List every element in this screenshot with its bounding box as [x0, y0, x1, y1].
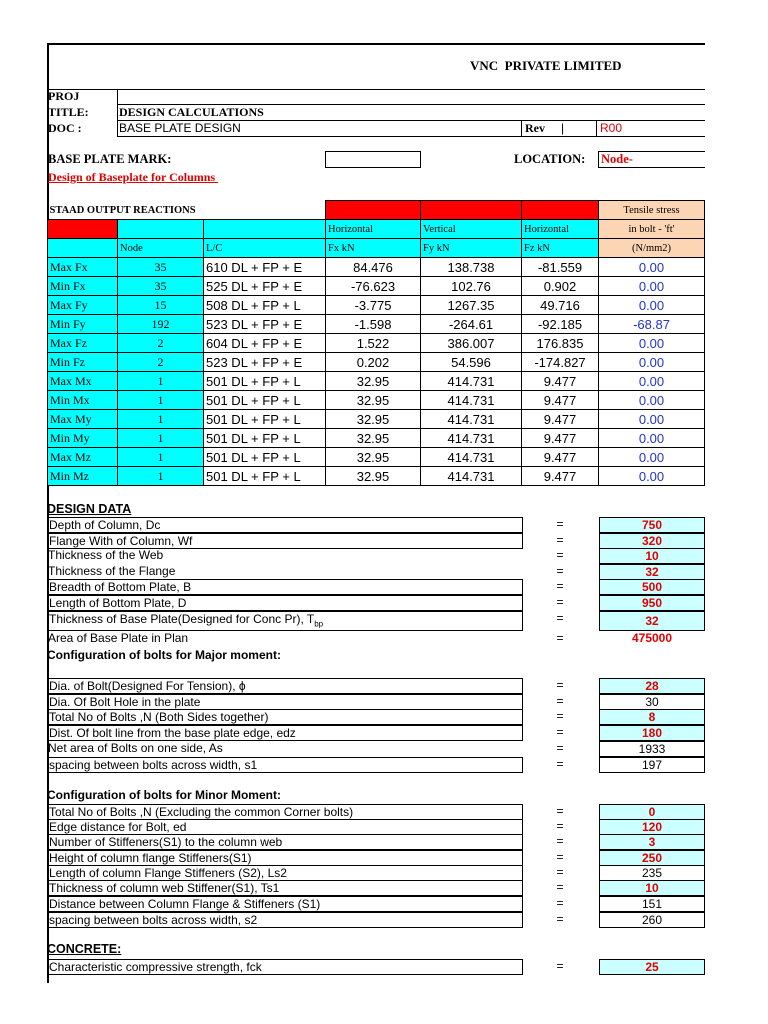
- input-value-cell[interactable]: 3: [599, 834, 705, 850]
- computed-value-cell: 235: [599, 865, 705, 881]
- node-cell: 1: [118, 372, 204, 391]
- lc-cell: 501 DL + FP + L: [204, 467, 326, 486]
- param-label-text: Thickness of column web Stiffener(S1), Ts1: [49, 881, 280, 895]
- fx-cell: -76.623: [326, 277, 421, 296]
- tensile-cell: 0.00: [599, 467, 705, 486]
- param-label-text: Net area of Bolts on one side, As: [48, 741, 223, 755]
- equals-sign: =: [556, 725, 564, 739]
- input-value-cell[interactable]: 10: [599, 880, 705, 896]
- param-label: [47, 880, 523, 896]
- param-label: [47, 819, 523, 835]
- col-horizontal-z: Horizontal: [522, 220, 599, 239]
- node-header-blank: [118, 220, 204, 239]
- row-label: Max Fy: [48, 296, 118, 315]
- lc-cell: 604 DL + FP + E: [204, 334, 326, 353]
- lc-cell: 501 DL + FP + L: [204, 410, 326, 429]
- tensile-cell: 0.00: [599, 277, 705, 296]
- tensile-cell: 0.00: [599, 448, 705, 467]
- fy-cell: 414.731: [421, 372, 522, 391]
- input-value-cell[interactable]: 180: [599, 725, 705, 741]
- tensile-cell: 0.00: [599, 372, 705, 391]
- param-label: [47, 896, 523, 912]
- tensile-header-1: Tensile stress: [599, 201, 705, 220]
- fy-cell: 138.738: [421, 258, 522, 277]
- fx-cell: 32.95: [326, 372, 421, 391]
- reaction-row: [48, 429, 705, 448]
- param-label-text: Number of Stiffeners(S1) to the column web: [49, 835, 283, 849]
- fx-cell: 32.95: [326, 429, 421, 448]
- reaction-row: [48, 391, 705, 410]
- param-label: [47, 611, 523, 631]
- equals-sign: =: [556, 709, 564, 723]
- reaction-row: [48, 448, 705, 467]
- param-label: [47, 834, 523, 850]
- equals-sign: =: [556, 595, 564, 609]
- title-label: TITLE:: [48, 105, 89, 119]
- param-label: [47, 533, 523, 549]
- location-label: LOCATION:: [514, 152, 586, 166]
- equals-sign: =: [556, 631, 564, 645]
- equals-sign: =: [556, 678, 564, 692]
- param-label: [47, 564, 523, 580]
- equals-sign: =: [556, 579, 564, 593]
- equals-sign: =: [556, 912, 564, 926]
- param-label: [47, 725, 523, 741]
- reactions-title-row: [48, 201, 705, 220]
- param-label-text: Edge distance for Bolt, ed: [49, 820, 187, 834]
- param-label: [47, 678, 523, 694]
- fz-cell: 9.477: [522, 467, 599, 486]
- input-value-cell[interactable]: 950: [599, 595, 705, 611]
- fx-cell: 84.476: [326, 258, 421, 277]
- reaction-row: [48, 334, 705, 353]
- node-cell: 35: [118, 277, 204, 296]
- param-label-text: Length of Bottom Plate, D: [49, 596, 187, 610]
- param-label-text: Dia. Of Bolt Hole in the plate: [49, 695, 201, 709]
- reaction-row: [48, 353, 705, 372]
- fx-cell: 32.95: [326, 410, 421, 429]
- equals-sign: =: [556, 611, 564, 625]
- col-horizontal-x: Horizontal: [326, 220, 421, 239]
- equals-sign: =: [556, 694, 564, 708]
- node-cell: 35: [118, 258, 204, 277]
- fz-cell: 176.835: [522, 334, 599, 353]
- row-label: Max Fx: [48, 258, 118, 277]
- param-label-text: Area of Base Plate in Plan: [48, 631, 189, 645]
- proj-label: PROJ: [48, 89, 80, 103]
- fy-cell: 414.731: [421, 448, 522, 467]
- param-label: [47, 741, 523, 757]
- equals-sign: =: [556, 741, 564, 755]
- param-label: [47, 694, 523, 710]
- param-label: [47, 912, 523, 928]
- fy-cell: 414.731: [421, 391, 522, 410]
- fz-cell: 9.477: [522, 372, 599, 391]
- reaction-row: [48, 372, 705, 391]
- node-cell: 15: [118, 296, 204, 315]
- node-cell: 1: [118, 410, 204, 429]
- param-label-text: Dist. Of bolt line from the base plate edge, edz: [49, 726, 296, 740]
- tensile-cell: 0.00: [599, 353, 705, 372]
- input-value-cell[interactable]: 320: [599, 533, 705, 549]
- node-cell: 1: [118, 391, 204, 410]
- fy-cell: 414.731: [421, 410, 522, 429]
- param-label: [47, 595, 523, 611]
- tensile-cell: -68.87: [599, 315, 705, 334]
- lc-header-blank: [204, 220, 326, 239]
- fz-cell: -81.559: [522, 258, 599, 277]
- lc-cell: 523 DL + FP + E: [204, 315, 326, 334]
- equals-sign: =: [556, 533, 564, 547]
- reactions-header-row-1: [48, 220, 705, 239]
- fz-cell: 0.902: [522, 277, 599, 296]
- fy-cell: 414.731: [421, 429, 522, 448]
- param-label-text: Dia. of Bolt(Designed For Tension), ϕ: [49, 679, 246, 693]
- input-value-cell[interactable]: 10: [599, 548, 705, 564]
- concrete-heading: CONCRETE:: [47, 942, 122, 956]
- fy-cell: 54.596: [421, 353, 522, 372]
- param-label-text: Distance between Column Flange & Stiffeners (S1): [49, 897, 321, 911]
- fz-cell: 9.477: [522, 429, 599, 448]
- node-cell: 1: [118, 467, 204, 486]
- reactions-title: STAAD OUTPUT REACTIONS: [49, 204, 196, 216]
- row-label: Max My: [48, 410, 118, 429]
- equals-sign: =: [556, 959, 564, 973]
- node-cell: 1: [118, 448, 204, 467]
- equals-sign: =: [556, 850, 564, 864]
- input-value-cell[interactable]: 250: [599, 850, 705, 866]
- tensile-header-2: in bolt - 'ft': [599, 220, 705, 239]
- reaction-row: [48, 258, 705, 277]
- equals-sign: =: [556, 880, 564, 894]
- major-moment-heading: Configuration of bolts for Major moment:: [47, 648, 281, 662]
- computed-value-cell: 197: [599, 757, 705, 773]
- fy-cell: 1267.35: [421, 296, 522, 315]
- reaction-row: [48, 315, 705, 334]
- doc-value: BASE PLATE DESIGN: [119, 121, 241, 135]
- fx-cell: 1.522: [326, 334, 421, 353]
- title-value: DESIGN CALCULATIONS: [119, 105, 264, 119]
- param-label-text: spacing between bolts across width, s1: [49, 758, 258, 772]
- computed-value-cell: 30: [599, 694, 705, 710]
- fz-cell: -174.827: [522, 353, 599, 372]
- input-value-cell[interactable]: 28: [599, 678, 705, 694]
- col-vertical: Vertical: [421, 220, 522, 239]
- tensile-cell: 0.00: [599, 429, 705, 448]
- tensile-cell: 0.00: [599, 296, 705, 315]
- computed-value-cell: 1933: [599, 741, 705, 757]
- param-label-text: Characteristic compressive strength, fck: [49, 960, 262, 974]
- param-label-text: spacing between bolts across width, s2: [49, 913, 258, 927]
- design-data-heading: DESIGN DATA: [47, 502, 132, 516]
- equals-sign: =: [556, 564, 564, 578]
- input-value-cell[interactable]: 25: [599, 959, 705, 975]
- node-cell: 1: [118, 429, 204, 448]
- computed-value-cell: 260: [599, 912, 705, 928]
- param-label: [47, 548, 523, 564]
- row-label: Min My: [48, 429, 118, 448]
- input-value-cell[interactable]: 32: [599, 611, 705, 631]
- node-cell: 192: [118, 315, 204, 334]
- input-value-cell[interactable]: 750: [599, 517, 705, 533]
- reactions-table: [47, 200, 705, 486]
- param-label-text: Total No of Bolts ,N (Excluding the common Corner bolts): [49, 805, 354, 819]
- fx-cell: 32.95: [326, 448, 421, 467]
- param-label: [47, 959, 523, 975]
- tensile-header-3: (N/mm2): [599, 239, 705, 258]
- col-node: Node: [118, 239, 204, 258]
- reaction-row: [48, 467, 705, 486]
- fz-header-red: [522, 201, 599, 220]
- rev-separator: |: [561, 121, 565, 135]
- param-label: [47, 579, 523, 595]
- lc-cell: 501 DL + FP + L: [204, 429, 326, 448]
- fy-cell: -264.61: [421, 315, 522, 334]
- tensile-cell: 0.00: [599, 258, 705, 277]
- computed-value-cell: 151: [599, 896, 705, 912]
- fx-cell: 0.202: [326, 353, 421, 372]
- fz-cell: 9.477: [522, 448, 599, 467]
- lc-cell: 508 DL + FP + L: [204, 296, 326, 315]
- param-label-text: Breadth of Bottom Plate, B: [49, 580, 192, 594]
- company-name: VNC PRIVATE LIMITED: [470, 58, 622, 73]
- fx-cell: -3.775: [326, 296, 421, 315]
- param-label-text: Total No of Bolts ,N (Both Sides together): [49, 710, 269, 724]
- lc-cell: 525 DL + FP + E: [204, 277, 326, 296]
- design-heading: Design of Baseplate for Columns: [48, 170, 219, 184]
- fz-cell: -92.185: [522, 315, 599, 334]
- top-border-line: [47, 43, 705, 45]
- base-plate-mark-label: BASE PLATE MARK:: [48, 152, 172, 166]
- doc-label: DOC :: [48, 121, 82, 135]
- param-label: [47, 850, 523, 866]
- input-value-cell[interactable]: 8: [599, 709, 705, 725]
- row-label: Max Mx: [48, 372, 118, 391]
- node-cell: 2: [118, 353, 204, 372]
- row-label: Max Mz: [48, 448, 118, 467]
- lc-cell: 501 DL + FP + L: [204, 448, 326, 467]
- param-label: [47, 709, 523, 725]
- rev-label: Rev: [525, 121, 545, 135]
- reaction-row: [48, 296, 705, 315]
- param-label: [47, 865, 523, 881]
- location-value: Node-: [601, 152, 633, 166]
- equals-sign: =: [556, 517, 564, 531]
- equals-sign: =: [556, 804, 564, 818]
- base-plate-mark-box[interactable]: [325, 151, 421, 168]
- lc-cell: 610 DL + FP + E: [204, 258, 326, 277]
- fy-header-red: [421, 201, 522, 220]
- col-lc: L/C: [204, 239, 326, 258]
- param-label: [47, 804, 523, 820]
- reaction-row: [48, 410, 705, 429]
- reactions-header-row-2: [48, 239, 705, 258]
- input-value-cell[interactable]: 475000: [631, 631, 673, 645]
- row-label: Max Fz: [48, 334, 118, 353]
- row-label: Min Mx: [48, 391, 118, 410]
- param-label-text: Thickness of Base Plate(Designed for Conc Pr), T: [49, 612, 315, 626]
- param-label-text: Flange With of Column, Wf: [49, 534, 193, 548]
- equals-sign: =: [556, 548, 564, 562]
- fx-cell: 32.95: [326, 391, 421, 410]
- tensile-cell: 0.00: [599, 410, 705, 429]
- reaction-row: [48, 277, 705, 296]
- minor-moment-heading: Configuration of bolts for Minor Moment:: [47, 788, 281, 802]
- param-label: [47, 517, 523, 533]
- header-grid: [47, 89, 705, 137]
- rev-value: R00: [600, 121, 623, 135]
- lc-cell: 501 DL + FP + L: [204, 391, 326, 410]
- equals-sign: =: [556, 865, 564, 879]
- input-value-cell[interactable]: 500: [599, 579, 705, 595]
- param-label-text: Depth of Column, Dc: [49, 518, 161, 532]
- fy-cell: 386.007: [421, 334, 522, 353]
- col-fx: Fx kN: [326, 239, 421, 258]
- param-label-text: Thickness of the Web: [48, 548, 164, 562]
- equals-sign: =: [556, 819, 564, 833]
- col-fy: Fy kN: [421, 239, 522, 258]
- param-label-text: Thickness of the Flange: [48, 564, 176, 578]
- label-header-blank: [48, 239, 118, 258]
- node-cell: 2: [118, 334, 204, 353]
- lc-cell: 501 DL + FP + L: [204, 372, 326, 391]
- input-value-cell[interactable]: 0: [599, 804, 705, 820]
- tensile-cell: 0.00: [599, 391, 705, 410]
- fy-cell: 102.76: [421, 277, 522, 296]
- tensile-cell: 0.00: [599, 334, 705, 353]
- equals-sign: =: [556, 896, 564, 910]
- fx-cell: 32.95: [326, 467, 421, 486]
- row-label: Min Fx: [48, 277, 118, 296]
- row-label: Min Fz: [48, 353, 118, 372]
- fz-cell: 49.716: [522, 296, 599, 315]
- input-value-cell[interactable]: 120: [599, 819, 705, 835]
- fz-cell: 9.477: [522, 410, 599, 429]
- fy-cell: 414.731: [421, 467, 522, 486]
- label-header-red: [48, 220, 118, 239]
- param-label-text: Length of column Flange Stiffeners (S2), Ls2: [49, 866, 287, 880]
- fz-cell: 9.477: [522, 391, 599, 410]
- row-label: Min Mz: [48, 467, 118, 486]
- equals-sign: =: [556, 757, 564, 771]
- fx-header-red: [326, 201, 421, 220]
- param-label: [47, 631, 523, 647]
- equals-sign: =: [556, 834, 564, 848]
- col-fz: Fz kN: [522, 239, 599, 258]
- input-value-cell[interactable]: 32: [599, 564, 705, 580]
- param-label-subscript: bp: [314, 619, 324, 629]
- fx-cell: -1.598: [326, 315, 421, 334]
- param-label: [47, 757, 523, 773]
- lc-cell: 523 DL + FP + E: [204, 353, 326, 372]
- row-label: Min Fy: [48, 315, 118, 334]
- param-label-text: Height of column flange Stiffeners(S1): [49, 851, 252, 865]
